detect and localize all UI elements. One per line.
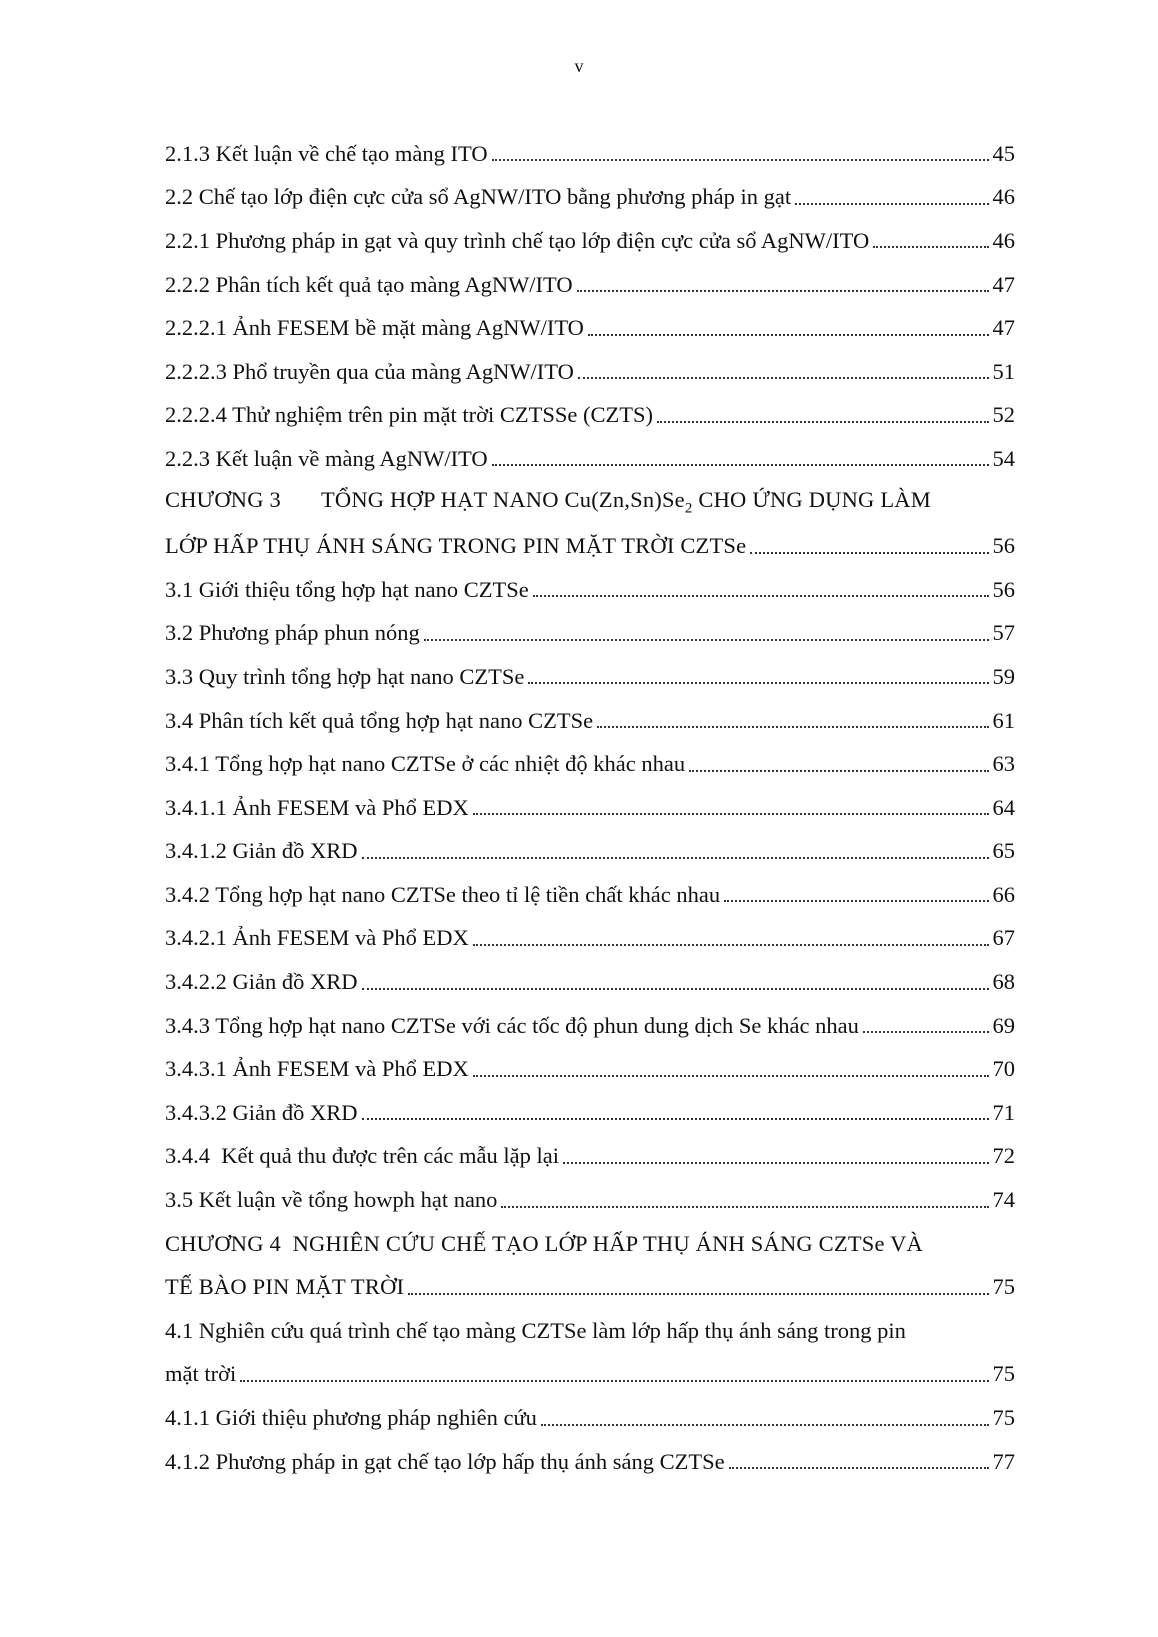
toc-entry-title: 2.2.2.1 Ảnh FESEM bề mặt màng AgNW/ITO xyxy=(165,315,584,341)
dot-leader xyxy=(577,289,989,292)
toc-entry-page: 64 xyxy=(992,794,1015,820)
dot-leader xyxy=(362,987,989,990)
toc-entry-page: 65 xyxy=(992,838,1015,864)
toc-entry[interactable] xyxy=(165,263,1015,307)
chapter-3-title-line2: LỚP HẤP THỤ ÁNH SÁNG TRONG PIN MẶT TRỜI CZTSe xyxy=(165,533,747,559)
toc-entry[interactable] xyxy=(165,437,1015,481)
toc-entry-title: 3.4.2.2 Giản đồ XRD xyxy=(165,969,358,995)
toc-entry-page: 75 xyxy=(992,1405,1015,1431)
dot-leader xyxy=(863,1030,989,1033)
toc-entry-page: 75 xyxy=(992,1274,1015,1300)
toc-entry-title: 3.1 Giới thiệu tổng hợp hạt nano CZTSe xyxy=(165,576,529,602)
toc-entry[interactable] xyxy=(165,219,1015,263)
toc-entry-page: 61 xyxy=(992,707,1015,733)
toc-entry[interactable] xyxy=(165,1004,1015,1048)
toc-entry-title: 3.2 Phương pháp phun nóng xyxy=(165,620,420,646)
toc-entry-page: 47 xyxy=(992,315,1015,341)
dot-leader xyxy=(473,1074,989,1077)
toc-entry-page: 71 xyxy=(992,1099,1015,1125)
toc-entry[interactable] xyxy=(165,699,1015,743)
toc-entry[interactable] xyxy=(165,306,1015,350)
toc-entry-title: 3.4.1.2 Giản đồ XRD xyxy=(165,838,358,864)
chapter-3-heading-line1[interactable] xyxy=(165,481,1015,525)
section-4-1-line1[interactable] xyxy=(165,1309,1015,1353)
chapter-3-title xyxy=(165,487,1015,518)
toc-entry-title: 2.2.3 Kết luận về màng AgNW/ITO xyxy=(165,445,488,471)
toc-entry[interactable] xyxy=(165,786,1015,830)
dot-leader xyxy=(473,943,989,946)
toc-entry[interactable] xyxy=(165,1396,1015,1440)
toc-entry-page: 46 xyxy=(992,227,1015,253)
toc-entry-title: 3.4.2 Tổng hợp hạt nano CZTSe theo tỉ lệ tiền chất khác nhau xyxy=(165,881,721,907)
dot-leader xyxy=(657,420,988,423)
toc-entry-title: 2.2.1 Phương pháp in gạt và quy trình chế tạo lớp điện cực cửa sổ AgNW/ITO xyxy=(165,227,870,253)
toc-entry-page: 77 xyxy=(992,1448,1015,1474)
chapter-3-title-part2: CHO ỨNG DỤNG LÀM xyxy=(692,487,931,513)
toc-entry[interactable] xyxy=(165,655,1015,699)
toc-entry[interactable] xyxy=(165,1135,1015,1179)
toc-entry-page: 74 xyxy=(992,1187,1015,1213)
toc-entry[interactable] xyxy=(165,176,1015,220)
toc-entry-title: 2.2 Chế tạo lớp điện cực cửa sổ AgNW/ITO bằng phương pháp in gạt xyxy=(165,184,792,210)
toc-entry-title: 3.4.1.1 Ảnh FESEM và Phổ EDX xyxy=(165,794,469,820)
toc-entry-page: 66 xyxy=(992,881,1015,907)
toc-entry-page: 67 xyxy=(992,925,1015,951)
toc-entry-title: 2.2.2 Phân tích kết quả tạo màng AgNW/ITO xyxy=(165,271,573,297)
toc-entry[interactable] xyxy=(165,1091,1015,1135)
section-4-1-line2[interactable] xyxy=(165,1353,1015,1397)
toc-entry-title: 3.4.3.1 Ảnh FESEM và Phổ EDX xyxy=(165,1056,469,1082)
dot-leader xyxy=(501,1205,988,1208)
toc-entry-page: 51 xyxy=(992,358,1015,384)
toc-entry[interactable] xyxy=(165,612,1015,656)
toc-entry[interactable] xyxy=(165,132,1015,176)
toc-entry[interactable] xyxy=(165,917,1015,961)
dot-leader xyxy=(729,1466,989,1469)
toc-entry-page: 47 xyxy=(992,271,1015,297)
toc-entry[interactable] xyxy=(165,742,1015,786)
toc-entry[interactable] xyxy=(165,873,1015,917)
toc-entry-page: 57 xyxy=(992,620,1015,646)
chapter-3-subscript: 2 xyxy=(684,500,693,517)
toc-entry-page: 70 xyxy=(992,1056,1015,1082)
dot-leader xyxy=(492,158,989,161)
dot-leader xyxy=(424,638,989,641)
toc-entry-title: 3.3 Quy trình tổng hợp hạt nano CZTSe xyxy=(165,663,525,689)
dot-leader xyxy=(873,245,988,248)
chapter-4-heading-line1[interactable] xyxy=(165,1222,1015,1266)
toc-entry-page: 72 xyxy=(992,1143,1015,1169)
section-4-1-title: 4.1 Nghiên cứu quá trình chế tạo màng CZTSe làm lớp hấp thụ ánh sáng trong pin xyxy=(165,1317,906,1343)
toc-entry-title: 3.4.4 Kết quả thu được trên các mẫu lặp lại xyxy=(165,1143,559,1169)
chapter-4-title-line2: TẾ BÀO PIN MẶT TRỜI xyxy=(165,1274,405,1300)
toc-entry-page: 69 xyxy=(992,1012,1015,1038)
toc-entry-title: 2.2.2.3 Phổ truyền qua của màng AgNW/ITO xyxy=(165,358,574,384)
chapter-4-heading-line2[interactable] xyxy=(165,1265,1015,1309)
dot-leader xyxy=(795,202,988,205)
dot-leader xyxy=(541,1423,989,1426)
dot-leader xyxy=(408,1292,988,1295)
toc-entry[interactable] xyxy=(165,1440,1015,1484)
toc-entry[interactable] xyxy=(165,350,1015,394)
dot-leader xyxy=(563,1161,989,1164)
toc-entry-title: 3.5 Kết luận về tổng howph hạt nano xyxy=(165,1187,498,1213)
dot-leader xyxy=(597,725,988,728)
toc-entry[interactable] xyxy=(165,394,1015,438)
dot-leader xyxy=(362,856,989,859)
page-number: v xyxy=(574,56,584,76)
toc-entry-page: 52 xyxy=(992,402,1015,428)
toc-entry-page: 56 xyxy=(992,576,1015,602)
toc-entry-page: 75 xyxy=(992,1361,1015,1387)
toc-entry-title: 3.4.1 Tổng hợp hạt nano CZTSe ở các nhiệt độ khác nhau xyxy=(165,751,686,777)
toc-entry-page: 54 xyxy=(992,445,1015,471)
toc-entry-page: 59 xyxy=(992,663,1015,689)
toc-entry-title: 3.4.2.1 Ảnh FESEM và Phổ EDX xyxy=(165,925,469,951)
dot-leader xyxy=(750,551,988,554)
toc-entry-page: 46 xyxy=(992,184,1015,210)
toc-entry[interactable] xyxy=(165,1178,1015,1222)
toc-entry-title: 2.1.3 Kết luận về chế tạo màng ITO xyxy=(165,140,488,166)
toc-entry[interactable] xyxy=(165,830,1015,874)
toc-entry-title: 4.1.2 Phương pháp in gạt chế tạo lớp hấp thụ ánh sáng CZTSe xyxy=(165,1448,725,1474)
dot-leader xyxy=(588,333,989,336)
dot-leader xyxy=(528,681,988,684)
chapter-4-title: CHƯƠNG 4 NGHIÊN CỨU CHẾ TẠO LỚP HẤP THỤ ÁNH SÁNG CZTSe VÀ xyxy=(165,1230,923,1256)
chapter-3-heading-line2[interactable] xyxy=(165,524,1015,568)
table-of-contents xyxy=(165,132,1015,1483)
chapter-3-title-part1: TỔNG HỢP HẠT NANO Cu(Zn,Sn)Se xyxy=(320,487,685,513)
toc-entry-page: 63 xyxy=(992,751,1015,777)
dot-leader xyxy=(533,594,989,597)
toc-entry-page: 56 xyxy=(992,533,1015,559)
toc-entry[interactable] xyxy=(165,960,1015,1004)
dot-leader xyxy=(362,1117,989,1120)
toc-entry-title: 2.2.2.4 Thử nghiệm trên pin mặt trời CZTSSe (CZTS) xyxy=(165,402,654,428)
toc-entry-title: 3.4 Phân tích kết quả tổng hợp hạt nano CZTSe xyxy=(165,707,594,733)
toc-entry-title: 4.1.1 Giới thiệu phương pháp nghiên cứu xyxy=(165,1405,537,1431)
toc-entry-title: 3.4.3 Tổng hợp hạt nano CZTSe với các tốc độ phun dung dịch Se khác nhau xyxy=(165,1012,859,1038)
dot-leader xyxy=(578,376,989,379)
toc-entry[interactable] xyxy=(165,568,1015,612)
dot-leader xyxy=(689,769,988,772)
dot-leader xyxy=(724,899,988,902)
dot-leader xyxy=(240,1379,988,1382)
dot-leader xyxy=(492,463,989,466)
chapter-3-label: CHƯƠNG 3 xyxy=(165,487,281,513)
toc-entry-page: 68 xyxy=(992,969,1015,995)
toc-entry-page: 45 xyxy=(992,140,1015,166)
section-4-1-title-line2: mặt trời xyxy=(165,1361,237,1387)
toc-entry-title: 3.4.3.2 Giản đồ XRD xyxy=(165,1099,358,1125)
toc-entry[interactable] xyxy=(165,1047,1015,1091)
dot-leader xyxy=(473,812,989,815)
